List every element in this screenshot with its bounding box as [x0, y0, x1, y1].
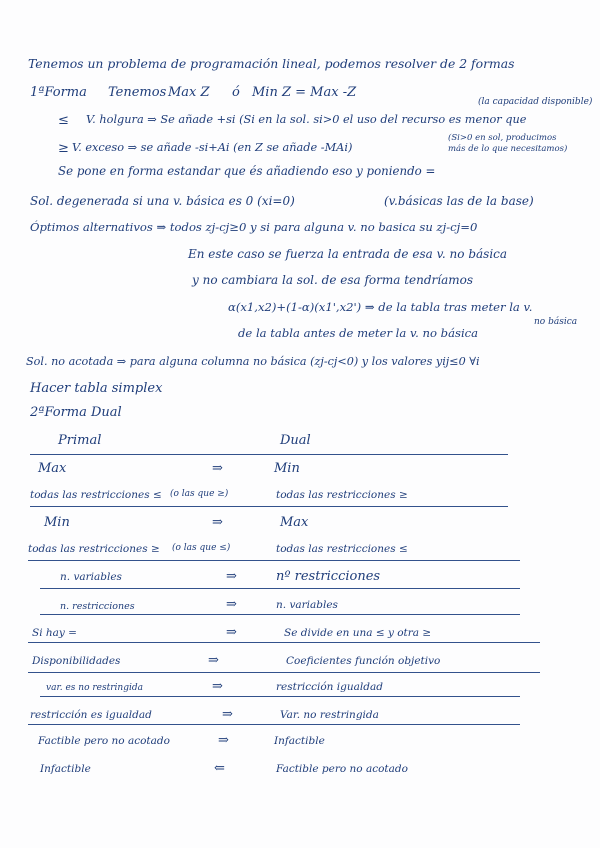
- table-row-left: n. restricciones: [60, 601, 135, 612]
- exceso-note-1: (Si>0 en sol, producimos: [448, 133, 557, 143]
- intro-line-1: Tenemos un problema de programación lineal, podemos resolver de 2 formas: [28, 56, 515, 71]
- table-row-note: (o las que ≥): [170, 489, 229, 499]
- row-divider: [28, 560, 520, 561]
- table-row-right: Se divide en una ≤ y otra ≥: [284, 627, 432, 639]
- tenemos-label: Tenemos: [108, 85, 167, 100]
- exceso-line: V. exceso ⇒ se añade -si+Ai (en Z se añade -MAi): [72, 141, 353, 154]
- estandar-line: Se pone en forma estandar que és añadiendo eso y poniendo =: [58, 164, 436, 178]
- row-divider: [40, 696, 520, 697]
- table-row-right: todas las restricciones ≥: [276, 489, 408, 501]
- optimos-line-2: En este caso se fuerza la entrada de esa v. no básica: [188, 247, 508, 261]
- table-row-right: Min: [274, 461, 300, 476]
- table-row-right: Factible pero no acotado: [276, 763, 408, 775]
- table-row-left: var. es no restringida: [46, 683, 143, 693]
- optimos-line-1: Óptimos alternativos ⇒ todos zj-cj≥0 y si para alguna v. no basica su zj-cj=0: [30, 220, 478, 234]
- maxz-label: Max Z: [168, 85, 210, 100]
- table-row-note: (o las que ≤): [172, 543, 231, 553]
- o-label: ó: [232, 85, 240, 100]
- table-row-right: n. variables: [276, 599, 338, 611]
- table-row-arrow: ⇒: [226, 569, 237, 584]
- exceso-note-2: más de lo que necesitamos): [448, 144, 568, 154]
- optimos-line-3: y no cambiara la sol. de esa forma tendríamos: [192, 273, 474, 287]
- table-row-right: todas las restricciones ≤: [276, 543, 408, 555]
- forma2-label: 2ªForma Dual: [30, 405, 122, 420]
- table-row-right: nº restricciones: [276, 569, 381, 584]
- noacotada-line: Sol. no acotada ⇒ para alguna columna no básica (zj-cj<0) y los valores yij≤0 ∀i: [26, 355, 480, 368]
- table-row-arrow: ⇒: [226, 625, 237, 640]
- table-row-right: Var. no restringida: [280, 709, 379, 721]
- row-divider: [28, 724, 520, 725]
- row-divider: [30, 506, 508, 507]
- table-row-right: restricción igualdad: [276, 681, 383, 693]
- table-row-left: Factible pero no acotado: [38, 735, 170, 747]
- table-row-arrow: ⇒: [212, 461, 223, 476]
- holgura-line: V. holgura ⇒ Se añade +si (Si en la sol. si>0 el uso del recurso es menor que: [86, 113, 527, 126]
- forma1-label: 1ªForma: [30, 85, 87, 100]
- row-divider: [40, 614, 520, 615]
- table-row-left: Max: [38, 461, 67, 476]
- degenerada-line: Sol. degenerada si una v. básica es 0 (xi=0): [30, 194, 295, 208]
- optimos-line-5: de la tabla antes de meter la v. no básica: [238, 326, 479, 340]
- table-row-left: restricción es igualdad: [30, 709, 152, 721]
- table-row-left: Disponibilidades: [32, 655, 121, 667]
- header-divider: [30, 454, 508, 455]
- table-row-left: Si hay =: [32, 627, 77, 639]
- table-row-arrow: ⇒: [212, 679, 223, 694]
- exceso-sign: ≥: [58, 141, 69, 156]
- table-row-left: todas las restricciones ≥: [28, 543, 160, 555]
- table-row-arrow: ⇒: [226, 597, 237, 612]
- table-row-right: Infactible: [274, 735, 325, 747]
- table-row-arrow: ⇒: [222, 707, 233, 722]
- row-divider: [28, 642, 540, 643]
- table-row-right: Coeficientes función objetivo: [286, 655, 441, 667]
- table-row-left: n. variables: [60, 571, 122, 583]
- table-row-arrow: ⇒: [218, 733, 229, 748]
- table-header-primal: Primal: [58, 433, 102, 448]
- table-row-left: todas las restricciones ≤: [30, 489, 162, 501]
- degenerada-note: (v.básicas las de la base): [384, 194, 534, 208]
- capacidad-note: (la capacidad disponible): [478, 97, 593, 107]
- optimos-line-4b: no básica: [534, 317, 578, 327]
- row-divider: [28, 672, 540, 673]
- table-row-arrow: ⇐: [214, 761, 225, 776]
- table-row-left: Min: [44, 515, 70, 530]
- optimos-line-4: α(x1,x2)+(1-α)(x1',x2') ⇒ de la tabla tras meter la v.: [228, 300, 533, 314]
- row-divider: [40, 588, 520, 589]
- minz-label: Min Z = Max -Z: [252, 85, 357, 100]
- table-row-arrow: ⇒: [212, 515, 223, 530]
- table-header-dual: Dual: [280, 433, 311, 448]
- hacer-tabla-line: Hacer tabla simplex: [30, 381, 163, 396]
- table-row-left: Infactible: [40, 763, 91, 775]
- holgura-sign: ≤: [58, 113, 69, 128]
- table-row-right: Max: [280, 515, 309, 530]
- table-row-arrow: ⇒: [208, 653, 219, 668]
